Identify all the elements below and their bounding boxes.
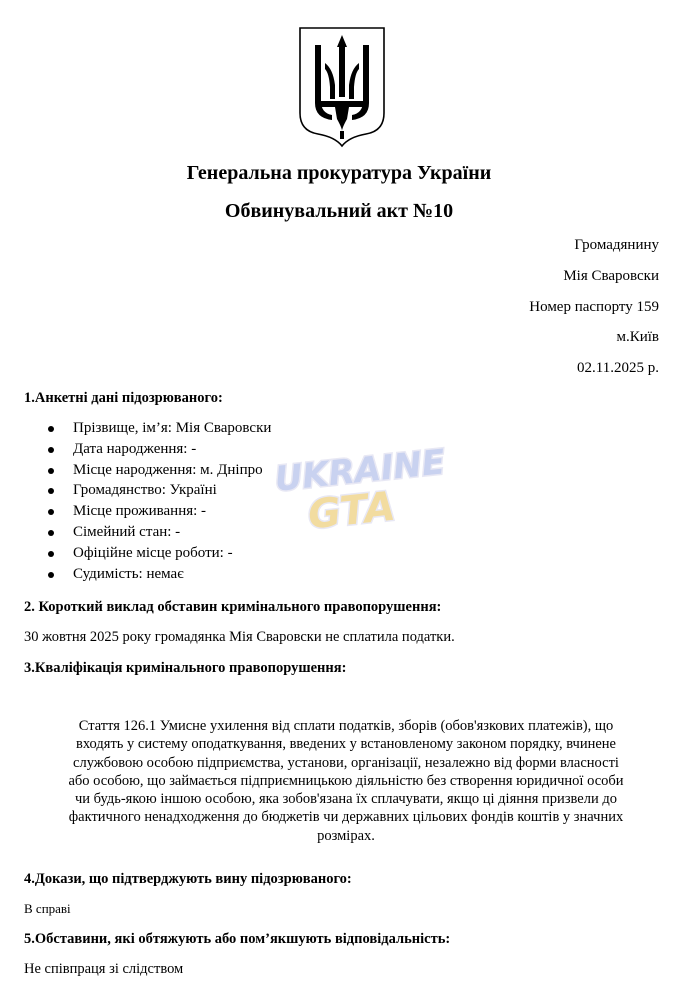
org-title: Генеральна прокуратура України: [186, 162, 492, 184]
section-5-text: Не співпраця зі слідством: [24, 961, 184, 977]
bullet-icon: [48, 426, 54, 432]
list-item: Прізвище, ім’я: Мія Сваровски: [44, 418, 271, 439]
list-item: Офіційне місце роботи: -: [44, 543, 271, 564]
passport-number: Номер паспорту 159: [529, 299, 659, 315]
bullet-icon: [48, 530, 54, 536]
recipient-line: Громадянину: [574, 237, 659, 253]
bullet-icon: [48, 509, 54, 515]
document-date: 02.11.2025 р.: [577, 360, 659, 376]
city: м.Київ: [616, 329, 659, 345]
svg-text:UKRAINE: UKRAINE: [272, 442, 447, 500]
recipient-name: Мія Сваровски: [563, 268, 659, 284]
ukraine-gta-watermark-logo: [272, 438, 447, 539]
list-item: Дата народження: -: [44, 439, 271, 460]
suspect-details-list: [44, 418, 271, 584]
list-item: Місце народження: м. Дніпро: [44, 460, 271, 481]
document-title: Обвинувальний акт №10: [224, 200, 454, 222]
bullet-icon: [48, 488, 54, 494]
bullet-icon: [48, 447, 54, 453]
article-text: Стаття 126.1 Умисне ухилення від сплати податків, зборів (обов'язкових платежів), що входять у систему оподаткування, введених у встановленому законом порядку, вчинене службовою особою підприємства, установи, організації, незалежно від форми власності або особою, що займається підприємницькою діяльністю без створення юридичної особи чи будь-якою іншою особою, яка зобов'язана їх сплачувати, якщо ці діяння призвели до фактичного ненадходження до бюджетів чи державних цільових фондів коштів у значних розмірах.: [68, 718, 624, 844]
list-item: Судимість: немає: [44, 564, 271, 585]
list-item: Сімейний стан: -: [44, 522, 271, 543]
list-item: Громадянство: Україні: [44, 480, 271, 501]
section-2-text: 30 жовтня 2025 року громадянка Мія Сваровски не сплатила податки.: [24, 629, 455, 645]
svg-text:GTA: GTA: [305, 483, 398, 539]
section-4-text: В справі: [24, 901, 71, 916]
section-2-heading: 2. Короткий виклад обставин кримінального правопорушення:: [24, 599, 442, 615]
trident-emblem-icon: [299, 27, 385, 147]
section-4-heading: 4.Докази, що підтверджують вину підозрюваного:: [24, 871, 352, 887]
bullet-icon: [48, 572, 54, 578]
bullet-icon: [48, 551, 54, 557]
section-3-heading: 3.Кваліфікація кримінального правопорушення:: [24, 660, 347, 676]
section-5-heading: 5.Обставини, які обтяжують або пом’якшують відповідальність:: [24, 931, 451, 947]
bullet-icon: [48, 468, 54, 474]
list-item: Місце проживання: -: [44, 501, 271, 522]
section-1-heading: 1.Анкетні дані підозрюваного:: [24, 390, 223, 406]
